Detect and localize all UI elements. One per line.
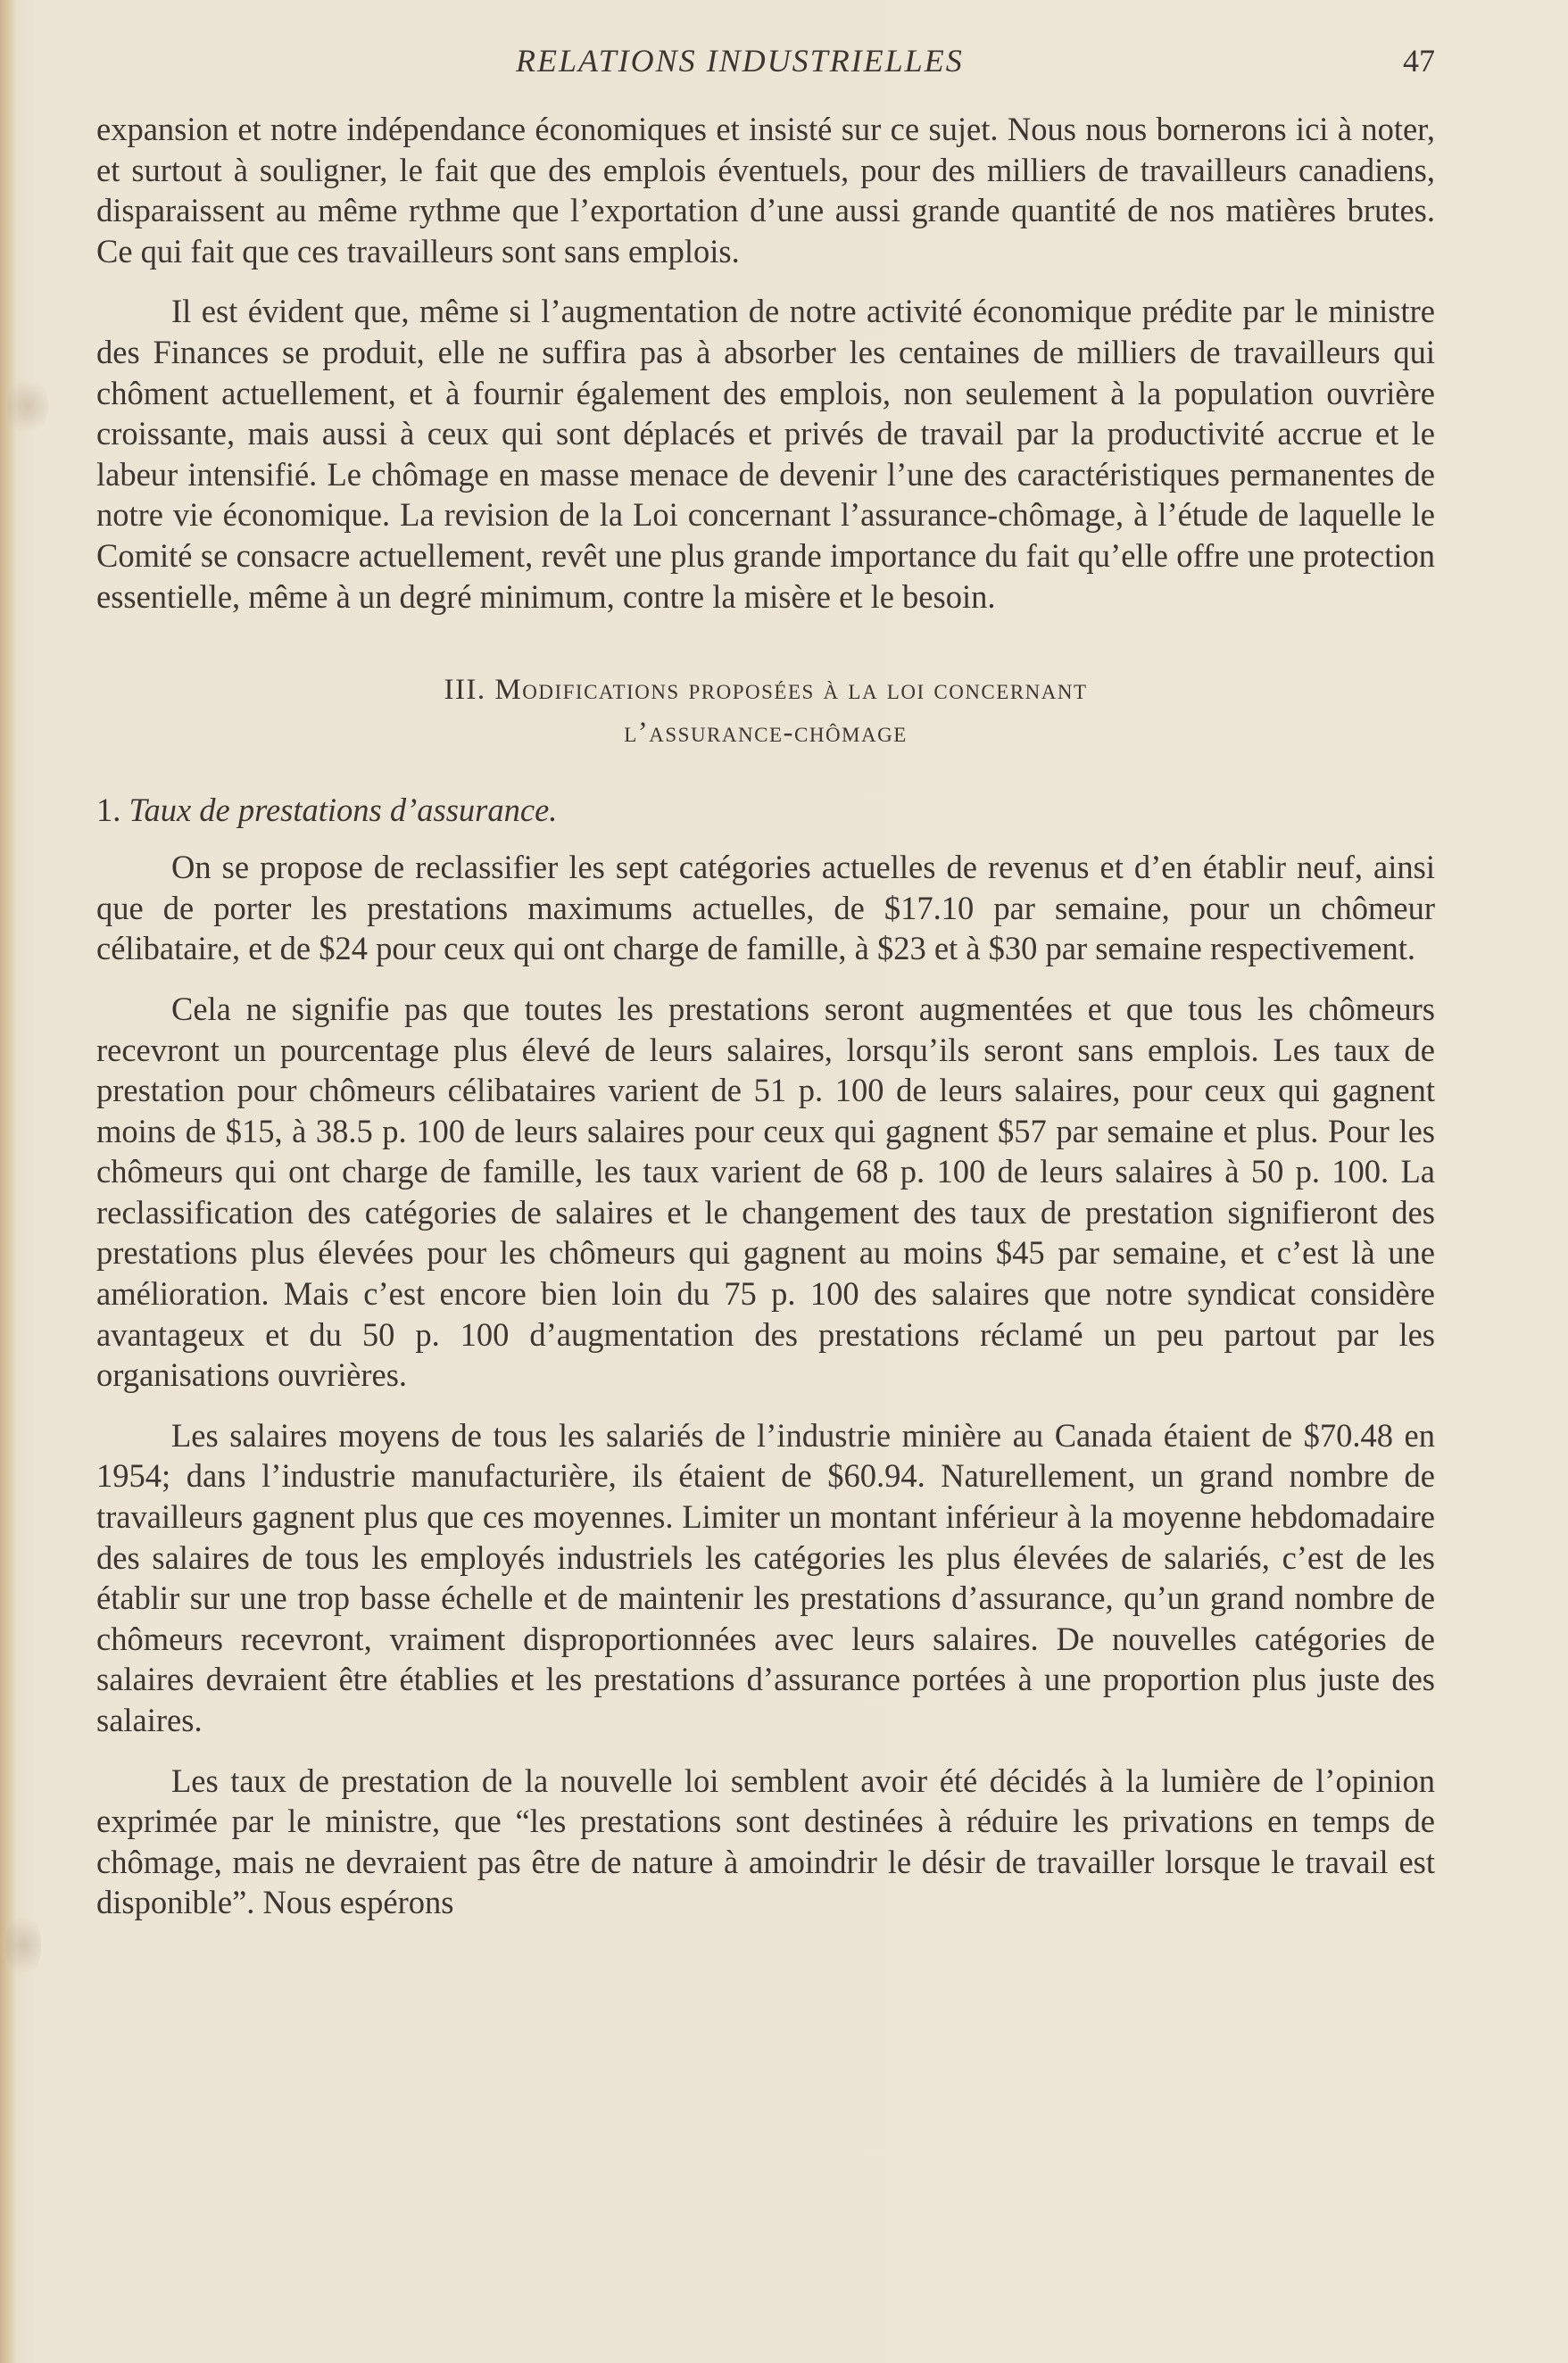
page-header bbox=[96, 39, 1435, 84]
page-body bbox=[96, 109, 1435, 1943]
running-title: RELATIONS INDUSTRIELLES bbox=[516, 43, 964, 79]
paragraph: expansion et notre indépendance économiques et insisté sur ce sujet. Nous nous bornerons ici à noter, et surtout à souligner, le fait que des emplois éventuels, pour des milliers de travailleurs canadiens, disparaissent au même rythme que l’exportation d’une aussi grande quantité de nos matières brutes. Ce qui fait que ces travailleurs sont sans emplois. bbox=[96, 111, 1435, 269]
paragraph: On se propose de reclassifier les sept catégories actuelles de revenus et d’en établir neuf, ainsi que de porter les prestations maximums actuelles, de $17.10 par semaine, pour un chômeur célibataire, et de $24 pour ceux qui ont charge de famille, à $23 et à $30 par semaine respectivement. bbox=[96, 849, 1435, 967]
section-heading bbox=[96, 668, 1435, 754]
page-smudge bbox=[5, 1910, 41, 1981]
subsection-number: 1. bbox=[96, 792, 121, 829]
section-heading-line: l’assurance-chômage bbox=[624, 717, 908, 750]
paragraph: Les taux de prestation de la nouvelle loi semblent avoir été décidés à la lumière de l’opinion exprimée par le ministre, que “les prestations sont destinées à réduire les privations en temps de chômage, mais ne devraient pas être de nature à amoindrir le désir de travailler lorsque le travail est disponible”. Nous espérons bbox=[96, 1762, 1435, 1921]
paragraph: Cela ne signifie pas que toutes les prestations seront augmentées et que tous les chômeurs recevront un pourcentage plus élevé de leurs salaires, lorsqu’ils seront sans emplois. Les taux de prestation pour chômeurs célibataires varient de 51 p. 100 de leurs salaires, pour ceux qui gagnent moins de $15, à 38.5 p. 100 de leurs salaires pour ceux qui gagnent $57 par semaine et plus. Pour les chômeurs qui ont charge de famille, les taux varient de 68 p. 100 de leurs salaires à 50 p. 100. La reclassification des catégories de salaires et le changement des taux de prestation signifieront des prestations plus élevées pour les chômeurs qui gagnent au moins $45 par semaine, et c’est là une amélioration. Mais c’est encore bien loin du 75 p. 100 des salaires que notre syndicat considère avantageux et du 50 p. 100 d’augmentation des prestations réclamé un peu partout par les organisations ouvrières. bbox=[96, 990, 1435, 1394]
section-heading-line: III. Modifications proposées à la loi concernant bbox=[444, 674, 1088, 707]
paragraph: Il est évident que, même si l’augmentation de notre activité économique prédite par le ministre des Finances se produit, elle ne suffira pas à absorber les centaines de milliers de travailleurs qui chôment actuellement, et à fournir également des emplois, non seulement à la population ouvrière croissante, mais aussi à ceux qui sont déplacés et privés de travail par la productivité accrue et le labeur intensifié. Le chômage en masse menace de devenir l’une des caractéristiques permanentes de notre vie économique. La revision de la Loi concernant l’assurance-chômage, à l’étude de laquelle le Comité se consacre actuellement, revêt une plus grande importance du fait qu’elle offre une protection essentielle, même à un degré minimum, contre la misère et le besoin. bbox=[96, 293, 1435, 615]
subsection-heading bbox=[96, 790, 1435, 831]
page-smudge bbox=[7, 375, 48, 437]
subsection-title: Taux de prestations d’assurance. bbox=[129, 792, 558, 829]
binding-edge bbox=[0, 0, 16, 2363]
page-number: 47 bbox=[1403, 43, 1435, 79]
paragraph: Les salaires moyens de tous les salariés de l’industrie minière au Canada étaient de $70.48 en 1954; dans l’industrie manufacturière, ils étaient de $60.94. Naturellement, un grand nombre de travailleurs gagnent plus que ces moyennes. Limiter un montant inférieur à la moyenne hebdomadaire des salaires de tous les employés industriels les catégories les plus élevées de salariés, c’est de les établir sur une trop basse échelle et de maintenir les prestations d’assurance, qu’un grand nombre de chômeurs recevront, vraiment disproportionnées avec leurs salaires. De nouvelles catégories de salaires devraient être établies et les prestations d’assurance portées à une proportion plus juste des salaires. bbox=[96, 1416, 1435, 1738]
